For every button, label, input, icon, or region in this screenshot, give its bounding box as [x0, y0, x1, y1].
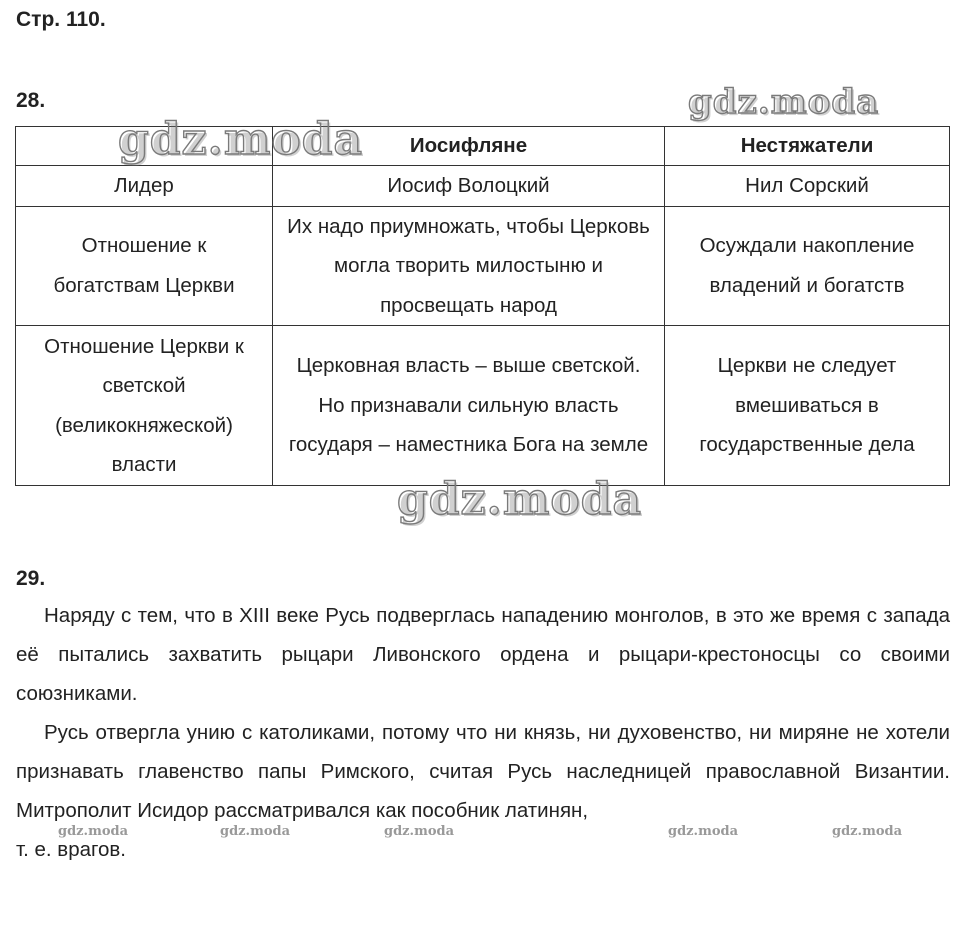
task-28-number: 28. [16, 89, 46, 112]
cell-iosiflyane-power: Церковная власть – выше светской. Но признавали сильную власть государя – наместника Бога на земле [273, 326, 665, 486]
watermark: gdz.moda [832, 824, 903, 839]
watermark: gdz.moda [397, 474, 643, 525]
table-row [16, 326, 950, 486]
header-cell-empty [16, 127, 273, 166]
table-header-row [16, 127, 950, 166]
cell-nestyazhateli-power: Церкви не следует вмешиваться в государственные дела [665, 326, 950, 486]
watermark: gdz.moda [668, 824, 739, 839]
task-29-number: 29. [16, 567, 46, 590]
watermark: gdz.moda [220, 824, 291, 839]
watermark: gdz.moda [384, 824, 455, 839]
answer-paragraph: Русь отвергла унию с католиками, потому что ни князь, ни духовенство, ни миряне не хотели признавать главенство папы Римского, считая Русь наследницей православной Византии. Митрополит Исидор рассматривался как пособник латинян, [16, 721, 950, 822]
table-row [16, 166, 950, 207]
page-header: Стр. 110. [16, 8, 106, 31]
cell-iosiflyane-wealth: Их надо приумножать, чтобы Церковь могла творить милостыню и просвещать народ [273, 206, 665, 326]
cell-iosiflyane-leader: Иосиф Волоцкий [273, 166, 665, 207]
cell-nestyazhateli-leader: Нил Сорский [665, 166, 950, 207]
header-cell-nestyazhateli: Нестяжатели [665, 127, 950, 166]
cell-nestyazhateli-wealth: Осуждали накопление владений и богатств [665, 206, 950, 326]
watermark: gdz.moda [118, 114, 364, 165]
comparison-table [15, 126, 950, 486]
watermark: gdz.moda [58, 824, 129, 839]
row-label-leader: Лидер [16, 166, 273, 207]
header-cell-iosiflyane: Иосифляне [273, 127, 665, 166]
watermark: gdz.moda [688, 82, 880, 122]
answer-paragraph: Наряду с тем, что в XIII веке Русь подверглась нападению монголов, в это же время с запада её пытались захватить рыцари Ливонского ордена и рыцари-крестоносцы со своими союзниками. [16, 604, 950, 705]
row-label-wealth: Отношение к богатствам Церкви [16, 206, 273, 326]
answer-paragraph-end: т. е. врагов. [16, 838, 127, 861]
row-label-power: Отношение Церкви к светской (великокняжеской) власти [16, 326, 273, 486]
task-29-answer [16, 596, 950, 869]
table-row [16, 206, 950, 326]
